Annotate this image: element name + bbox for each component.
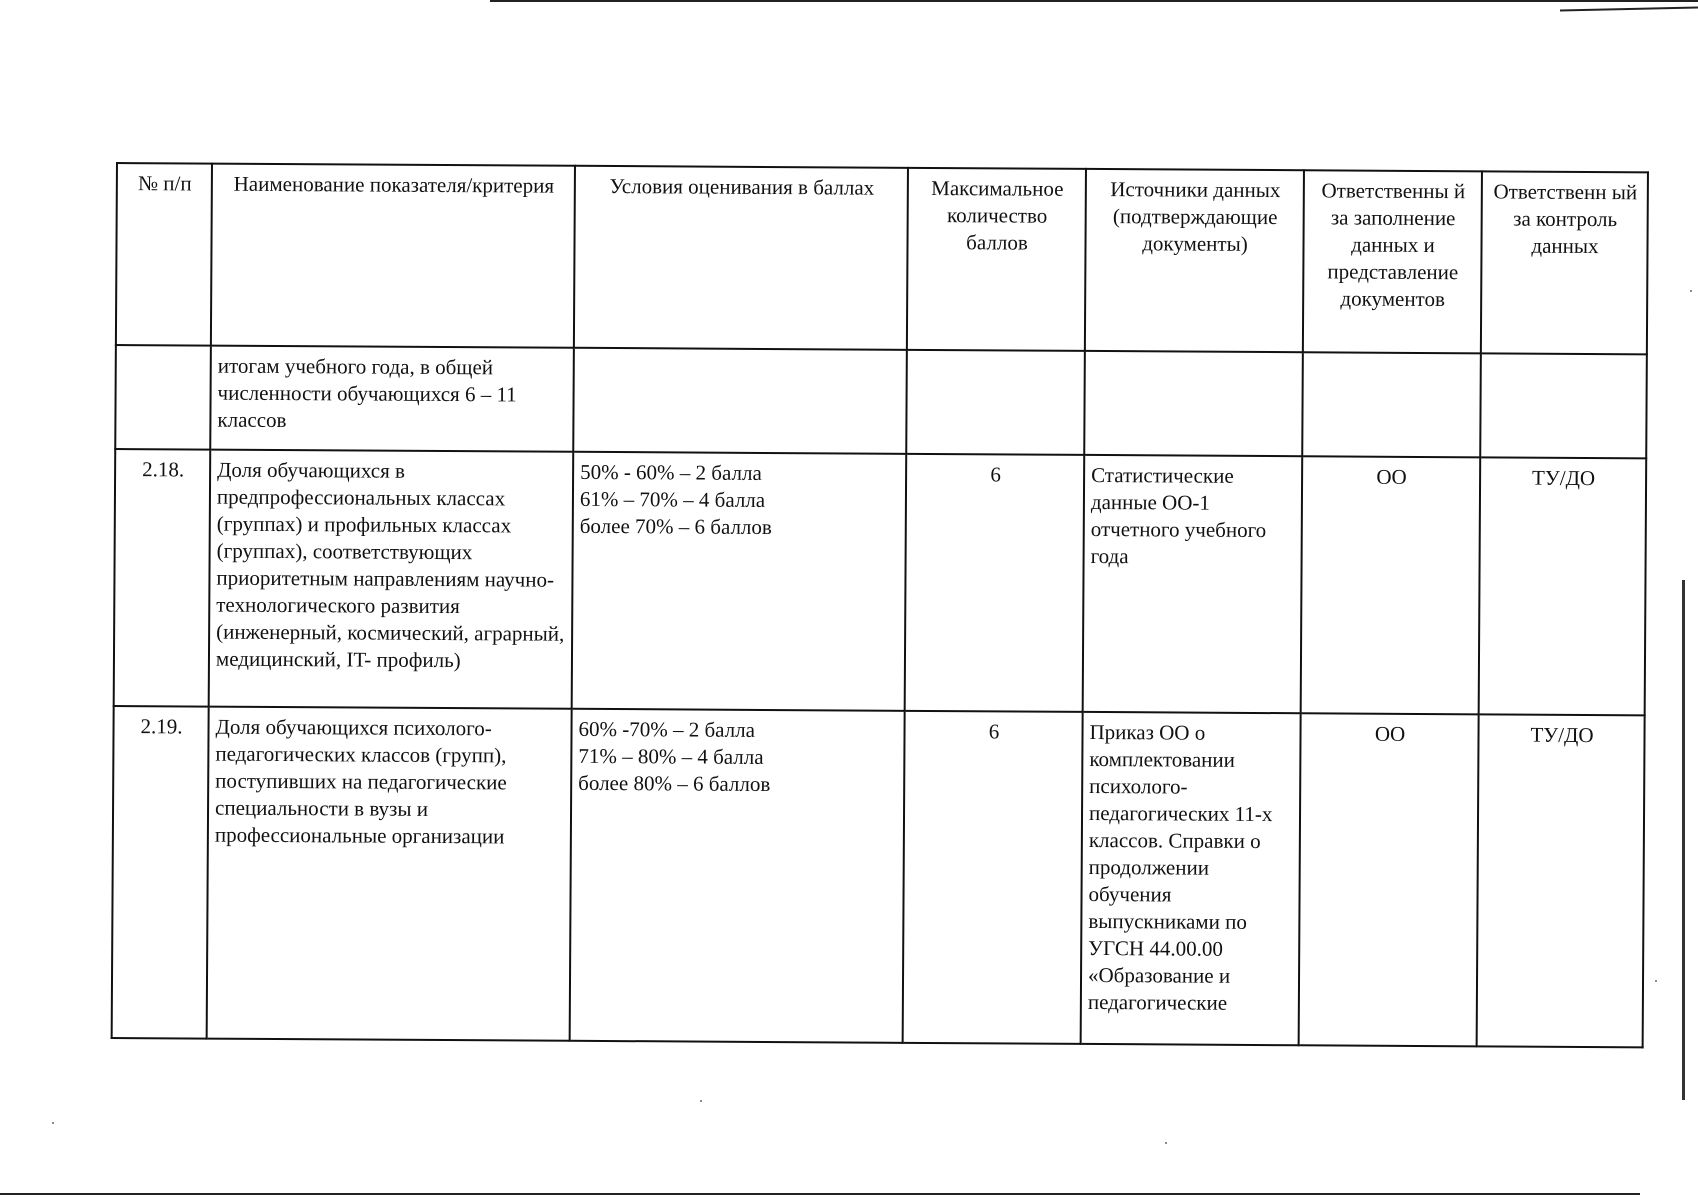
header-number: № п/п <box>116 163 212 346</box>
scan-speck <box>700 1100 702 1102</box>
table-row <box>114 449 1647 715</box>
cell-indicator-name: Доля обучающихся в предпрофессиональных классах (группах) и профильных классах (группах), соответствующих приоритетным направлениям научно-технологического развития (инженерный, космический, аграрный, медицинский, IT- профиль) <box>209 450 574 709</box>
table-row <box>112 706 1645 1047</box>
scan-speck <box>1165 1142 1167 1144</box>
header-responsible-control: Ответственн ый за контроль данных <box>1481 171 1648 354</box>
header-scoring-conditions: Условия оценивания в баллах <box>574 166 908 350</box>
header-responsible-filling: Ответственны й за заполнение данных и представление документов <box>1303 170 1482 353</box>
scan-speck <box>52 1122 54 1124</box>
cell-number: 2.18. <box>114 449 211 707</box>
cell-scoring-conditions <box>573 348 907 454</box>
cell-responsible-control <box>1480 353 1647 458</box>
cell-responsible-filling: ОО <box>1301 456 1481 714</box>
cell-responsible-control: ТУ/ДО <box>1477 714 1645 1047</box>
cell-data-sources <box>1084 351 1303 456</box>
header-data-sources: Источники данных (подтверждающие документы) <box>1085 169 1304 352</box>
cell-responsible-filling: ОО <box>1299 713 1479 1046</box>
scan-speck <box>1690 290 1692 292</box>
cell-number <box>115 345 211 450</box>
cell-responsible-control: ТУ/ДО <box>1479 457 1647 715</box>
cell-data-sources: Статистические данные ОО-1 отчетного учебного года <box>1083 455 1303 713</box>
cell-indicator-name: итогам учебного года, в общей численности обучающихся 6 – 11 классов <box>210 346 574 452</box>
cell-data-sources: Приказ ОО о комплектовании психолого-педагогических 11-х классов. Справки о продолжении обучения выпускниками по УГСН 44.00.00 «Образование и педагогические <box>1081 712 1301 1045</box>
header-max-points: Максимальное количество баллов <box>907 168 1086 351</box>
table-row <box>115 345 1647 458</box>
cell-max-points <box>906 350 1085 455</box>
scan-edge-bottom <box>0 1193 1640 1195</box>
cell-max-points: 6 <box>905 454 1085 712</box>
cell-max-points: 6 <box>903 711 1083 1044</box>
criteria-table <box>111 162 1649 1048</box>
scan-edge-top-right <box>1560 7 1698 12</box>
cell-number: 2.19. <box>112 706 209 1039</box>
header-indicator-name: Наименование показателя/критерия <box>211 164 575 348</box>
cell-responsible-filling <box>1302 352 1481 457</box>
cell-indicator-name: Доля обучающихся психолого-педагогических классов (групп), поступивших на педагогические специальности в вузы и профессиональные организации <box>207 707 572 1041</box>
scan-edge-right <box>1682 580 1685 1100</box>
cell-scoring-conditions: 60% -70% – 2 балла 71% – 80% – 4 балла более 80% – 6 баллов <box>570 709 905 1043</box>
table-header-row <box>116 163 1648 354</box>
cell-scoring-conditions: 50% - 60% – 2 балла 61% – 70% – 4 балла более 70% – 6 баллов <box>572 452 907 711</box>
scan-speck <box>1655 980 1657 982</box>
scan-edge-top <box>490 0 1698 2</box>
